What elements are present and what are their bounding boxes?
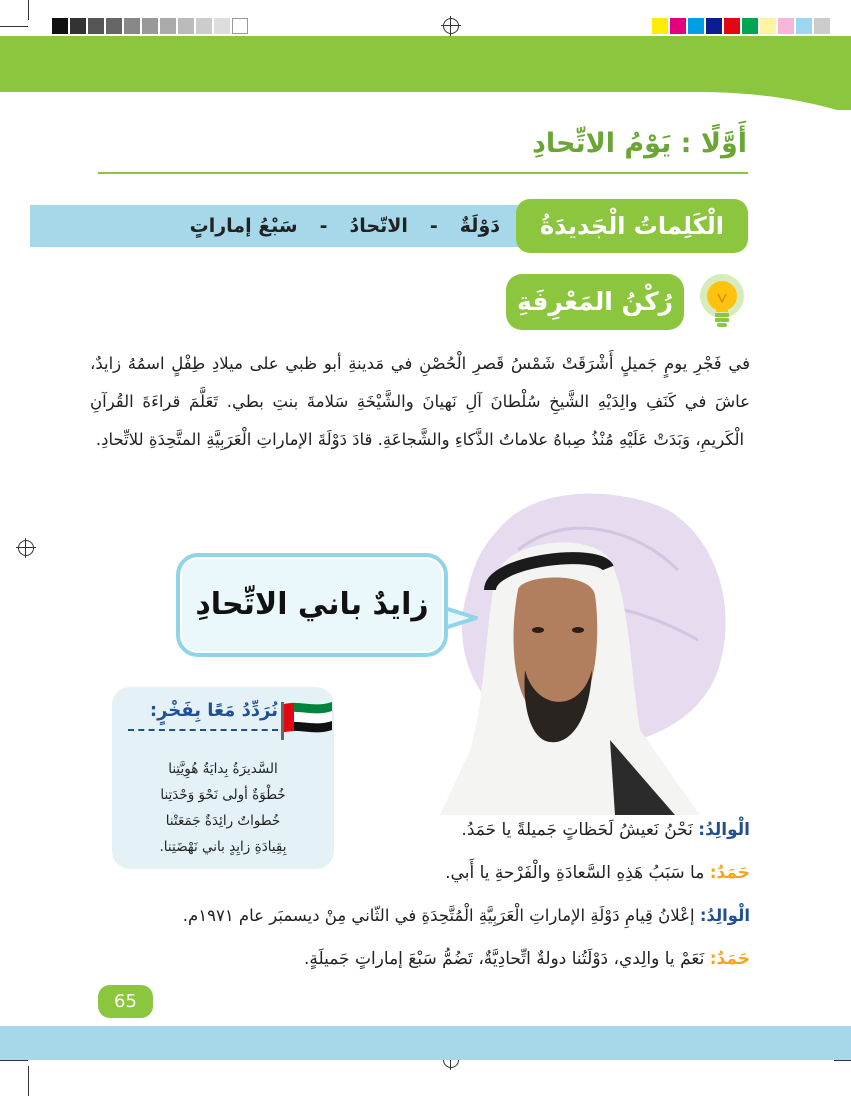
lesson-title: أَوَّلًا : يَوْمُ الاتِّحادِ xyxy=(532,128,747,159)
speaker-father: الْوالِدُ: xyxy=(698,820,750,840)
poem-line: خُطواتٌ رائِدَةٌ جَمَعَتْنا xyxy=(165,813,281,829)
dialogue-line xyxy=(110,863,750,883)
new-word: سَبْعُ إماراتٍ xyxy=(189,215,298,237)
dialogue-text: نَعَمْ يا والِدي، دَوْلَتُنا دولةٌ اتِّحادِيَّةٌ، تَضُمُّ سَبْعَ إماراتٍ جَميلَةٍ. xyxy=(303,949,710,969)
dialogue-line xyxy=(110,949,750,969)
dialogue-line xyxy=(60,906,750,925)
story-paragraph: في فَجْرِ يومٍ جَميلٍ أَشْرَقَتْ شَمْسُ قَصرِ الْحُصْنِ في مَدينةِ أبو ظبي على ميلادِ طِفْلٍ اسمُهُ زايدٌ، عاشَ في كَنَفِ والِدَيْهِ الشَّيخِ سُلْطانَ آلِ نَهيانَ والشَّيْخَةِ سَلامةَ بنتِ بطي. تَعَلَّمَ قراءَةَ القُرآنِ الْكَريمِ، وَبَدَتْ عَلَيْهِ مُنْذُ صِباهُ علاماتُ الذَّكاءِ والشَّجاعَةِ. قادَ دَوْلَةَ الإماراتِ الْعَرَبِيَّةِ المتَّحِدَةِ للاتِّحادِ. xyxy=(90,354,750,449)
speaker-hamad: حَمَدٌ: xyxy=(709,949,750,969)
registration-mark-left xyxy=(18,540,34,556)
word-separator: - xyxy=(429,215,438,237)
new-words-label: الْكَلِماتُ الْجَديدَةُ xyxy=(539,212,724,240)
dialogue-text: نَحْنُ نَعيشُ لَحَظاتٍ جَميلةً يا حَمَدُ. xyxy=(461,820,699,840)
dialogue-text: ما سَبَبُ هَذِهِ السَّعادَةِ والْفَرْحةِ يا أَبي. xyxy=(445,863,710,883)
poem-title: نُرَدِّدُ مَعًا بِفَخْرٍ: xyxy=(149,700,278,721)
new-word: الاتّحادُ xyxy=(349,215,408,237)
poem-line: خُطْوَةٌ أولى نَحْوَ وَحْدَتِنا xyxy=(160,787,286,803)
crop-mark xyxy=(834,1060,851,1061)
registration-mark-top xyxy=(443,18,459,34)
lightbulb-icon xyxy=(696,272,748,332)
word-separator: - xyxy=(319,215,328,237)
portrait-photo xyxy=(440,520,730,815)
page-number: 65 xyxy=(98,985,153,1018)
title-underline xyxy=(98,172,748,174)
poem-line: السَّديرَةُ بِدايَةُ هُوِيَّتِنا xyxy=(168,761,278,777)
poem-line: بِقِيادَةِ زايِدٍ باني نَهْضَتِنا. xyxy=(159,839,287,855)
crop-mark xyxy=(0,1060,28,1061)
poem-lines xyxy=(120,756,326,860)
speaker-hamad: حَمَدٌ: xyxy=(709,863,750,883)
speaker-father: الْوالِدُ: xyxy=(699,906,750,925)
new-words-list xyxy=(110,205,500,247)
dialogue-text: إعْلانُ قِيامِ دَوْلَةِ الإماراتِ الْعَرَبِيَّةِ الْمُتَّحِدَةِ في الثّاني مِنْ ديسمبَر عام ١٩٧١م. xyxy=(182,906,700,925)
crop-mark xyxy=(28,0,29,20)
crop-mark xyxy=(0,26,28,27)
crop-mark xyxy=(28,1066,29,1096)
footer-band xyxy=(0,1026,851,1060)
dialogue-line xyxy=(110,820,750,840)
new-word: دَوْلَةٌ xyxy=(459,215,500,237)
speech-bubble-text: زايدٌ باني الاتِّحادِ xyxy=(195,587,429,622)
knowledge-corner-label: رُكْنُ المَعْرِفَةِ xyxy=(516,287,674,316)
poem-title-dash xyxy=(128,729,278,731)
uae-flag-icon xyxy=(280,700,334,740)
